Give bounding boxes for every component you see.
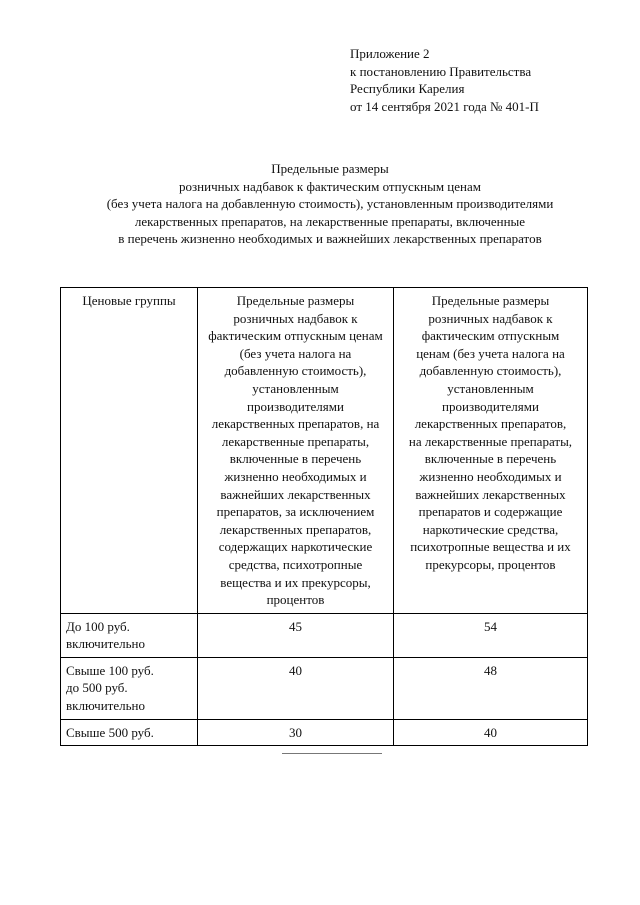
price-group-cell: Свыше 500 руб.: [61, 719, 198, 746]
header-limits-excluding-narcotic: Предельные размеры розничных надбавок к фактическим отпускным ценам (без учета налога на добавленную стоимость), установленным производителями лекарственных препаратов, на лекарственные препараты, включенные в перечень жизненно необходимых и важнейших лекарственных препаратов, за исключением лекарственных препаратов, содержащих наркотические средства, психотропные вещества и их прекурсоры, процентов: [198, 288, 394, 614]
title-line: розничных надбавок к фактическим отпускным ценам: [179, 178, 481, 194]
limit-value-cell: 30: [198, 719, 394, 746]
appendix-line: Приложение 2: [350, 46, 430, 61]
title-line: в перечень жизненно необходимых и важнейших лекарственных препаратов: [118, 231, 542, 246]
limit-value-cell: 40: [198, 657, 394, 719]
header-limits-including-narcotic: Предельные размеры розничных надбавок к фактическим отпускным ценам (без учета налога на добавленную стоимость), установленным производителями лекарственных препаратов, на лекарственные препараты, включенные в перечень жизненно необходимых и важнейших лекарственных препаратов и содержащие наркотические средства, психотропные вещества и их прекурсоры, процентов: [394, 288, 588, 614]
appendix-block: [350, 45, 539, 115]
markup-limits-table: [60, 287, 588, 746]
title-line: лекарственных препаратов, на лекарственные препараты, включенные: [134, 213, 526, 229]
table-row: [61, 719, 588, 746]
table-row: [61, 657, 588, 719]
price-group-cell: До 100 руб. включительно: [61, 613, 198, 657]
table-row: [61, 613, 588, 657]
title-line: (без учета налога на добавленную стоимость), установленным производителями: [106, 196, 554, 211]
limit-value-cell: 45: [198, 613, 394, 657]
limit-value-cell: 54: [394, 613, 588, 657]
limit-value-cell: 48: [394, 657, 588, 719]
price-group-cell: Свыше 100 руб. до 500 руб. включительно: [61, 657, 198, 719]
title-line: Предельные размеры: [271, 161, 389, 176]
limit-value-cell: 40: [394, 719, 588, 746]
appendix-line: к постановлению Правительства: [350, 63, 532, 79]
end-separator-line: [282, 753, 382, 754]
document-title: [60, 160, 600, 248]
appendix-line: от 14 сентября 2021 года № 401-П: [350, 98, 539, 114]
table-header-row: [61, 288, 588, 614]
header-price-groups: Ценовые группы: [61, 288, 198, 614]
appendix-line: Республики Карелия: [350, 81, 465, 96]
